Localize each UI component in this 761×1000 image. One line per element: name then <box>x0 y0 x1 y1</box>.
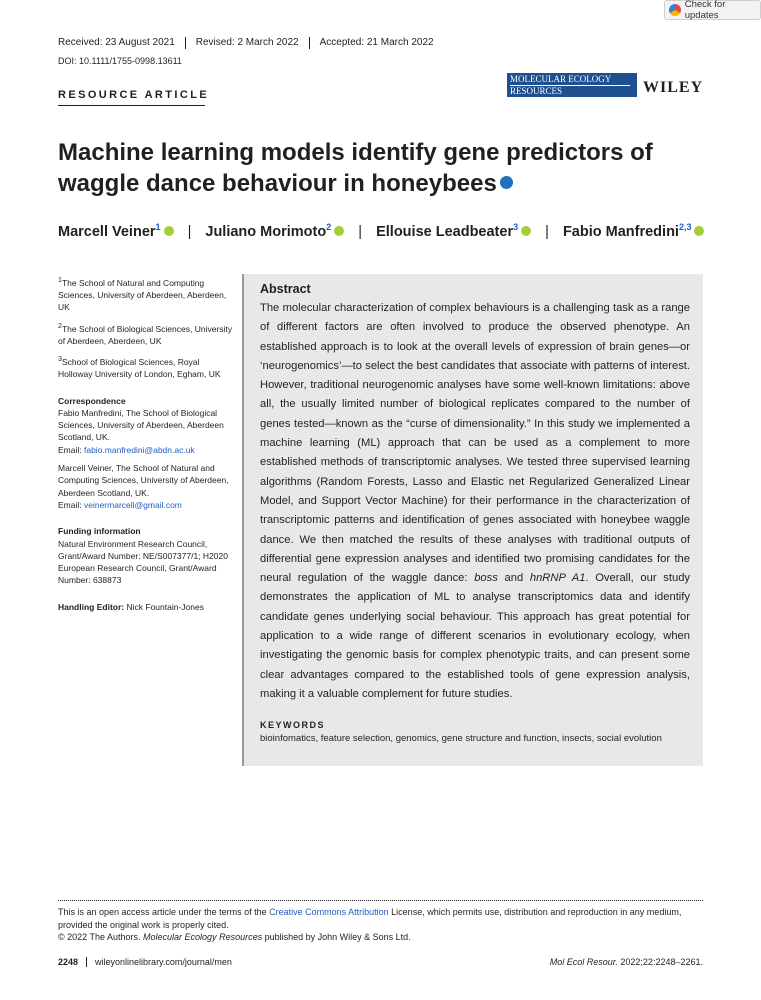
affiliation-text: The School of Natural and Computing Sciences, University of Aberdeen, Aberdeen, UK <box>58 277 227 313</box>
citation-details: 2022;22:2248–2261. <box>617 957 703 967</box>
doi[interactable]: DOI: 10.1111/1755-0998.13611 <box>58 56 182 66</box>
license-footnote <box>58 906 703 944</box>
affiliation-text: School of Biological Sciences, Royal Holloway University of London, Egham, UK <box>58 356 221 380</box>
received-date: Received: 23 August 2021 <box>58 37 175 48</box>
author-name[interactable]: Ellouise Leadbeater <box>376 223 514 240</box>
affiliation-number: 2 <box>58 321 62 330</box>
journal-logo-line1: MOLECULAR ECOLOGY <box>510 74 612 84</box>
author-separator: | <box>358 223 363 240</box>
funding-heading: Funding information <box>58 526 141 537</box>
publisher-logo: WILEY <box>643 79 704 96</box>
copyright-journal: Molecular Ecology Resources <box>143 932 263 942</box>
abstract-text <box>260 299 690 704</box>
crossmark-icon <box>669 4 681 16</box>
article-title-text: Machine learning models identify gene predictors of waggle dance behaviour in honeybees <box>58 139 653 197</box>
footnote-divider <box>58 900 703 901</box>
author-name[interactable]: Juliano Morimoto <box>205 223 327 240</box>
email-label: Email: <box>58 444 84 455</box>
correspondence-text: Fabio Manfredini, The School of Biological Sciences, University of Aberdeen, Aberdeen Scotland, UK. <box>58 407 224 443</box>
author-separator: | <box>545 223 549 240</box>
handling-editor <box>58 601 236 613</box>
article-title <box>58 137 698 199</box>
journal-logo <box>507 73 637 97</box>
copyright-text: published by John Wiley & Sons Ltd. <box>262 932 411 942</box>
license-text: License, which permits use, distribution and reproduction in any medium, provided the original work is properly cited. <box>58 907 682 930</box>
abstract-connector: and <box>497 572 530 585</box>
gene-name: boss <box>474 572 498 585</box>
check-for-updates-label: Check for updates <box>684 0 726 21</box>
article-dates <box>58 37 444 49</box>
article-type: RESOURCE ARTICLE <box>58 89 210 101</box>
funding-text <box>58 538 236 587</box>
keywords-text: bioinfomatics, feature selection, genomics, gene structure and function, insects, social evolution <box>260 733 662 745</box>
license-text: This is an open access article under the terms of the <box>58 907 270 917</box>
article-type-rule <box>58 105 205 106</box>
abstract-body: The molecular characterization of complex behaviours is a challenging task as a range of different factors are often involved to produce the observed phenotype. An established approach is to look at the overall levels of expression of brain genes—or ‘neurogenomics’—to select the best candidates that associate with patterns of interest. However, traditional neurogenomic analyses have some well-known limitations: above all, the usually limited number of biological replicates compared to the number of genes tested—known as the “curse of dimensionality.” In this study we implemented a machine learning (ML) approach that can be used as a complement to more established methods of transcriptomic analyses. We tested three supervised learning algorithms (Random Forests, Lasso and Elastic net Regularized Generalized Linear Model, and Support Vector Machine) for their performance in the characterization of transcriptomic patterns and identification of genes associated with honeybee waggle dance. We then matched the results of these analyses with traditional outputs of differential gene expression analyses and identified two promising candidates for the neural regulation of the waggle dance: <box>260 302 690 585</box>
citation-journal: Mol Ecol Resour. <box>549 957 618 967</box>
author-name[interactable]: Marcell Veiner <box>58 223 156 240</box>
correspondence-heading: Correspondence <box>58 395 126 406</box>
orcid-icon[interactable] <box>164 226 174 236</box>
author-name[interactable]: Fabio Manfredini <box>562 223 679 240</box>
author-separator: | <box>187 223 192 240</box>
orcid-icon[interactable] <box>334 226 344 236</box>
author-affiliation-ref: 2,3 <box>678 222 692 232</box>
affiliation-number: 1 <box>58 276 62 284</box>
revised-date: Revised: 2 March 2022 <box>185 37 309 49</box>
funding-line: H2020 European Research Council, Grant/Award Number: 638873 <box>58 550 228 586</box>
copyright-text: © 2022 The Authors. <box>58 932 144 942</box>
license-link[interactable]: Creative Commons Attribution <box>269 907 389 917</box>
page-number: 2248 <box>58 957 87 967</box>
accepted-date: Accepted: 21 March 2022 <box>309 37 444 49</box>
email-label: Email: <box>58 499 84 510</box>
front-matter-sidebar <box>58 274 236 619</box>
handling-editor-name: Nick Fountain-Jones <box>126 601 204 612</box>
page-footer <box>58 957 703 967</box>
abstract-body-end: . Overall, our study demonstrates the application of ML to analyse transcriptomics data and identify candidate genes underlying social behaviour. This approach has great potential for application to a wide range of different scenarios in evolutionary ecology, when investigating the genomic basis for complex phenotypic traits, and can present some clear advantages compared to the established tools of gene expression analysis, making it a valuable complement for future studies. <box>260 572 691 700</box>
journal-logo-line2: RESOURCES <box>510 85 630 97</box>
affiliation <box>58 320 236 347</box>
check-for-updates-button[interactable] <box>664 0 761 20</box>
citation <box>550 957 703 967</box>
correspondence-entry <box>58 462 236 511</box>
author-affiliation-ref: 2 <box>326 222 332 232</box>
orcid-icon[interactable] <box>521 226 531 236</box>
handling-editor-label: Handling Editor: <box>58 601 125 612</box>
author-affiliation-ref: 1 <box>155 222 161 232</box>
email-link[interactable]: fabio.manfredini@abdn.ac.uk <box>83 444 195 455</box>
orcid-icon[interactable] <box>694 226 704 236</box>
author-affiliation-ref: 3 <box>513 222 519 232</box>
correspondence-text: Marcell Veiner, The School of Natural and Computing Sciences, University of Aberdeen, Aberdeen Scotland, UK. <box>58 463 229 498</box>
affiliation-number: 3 <box>58 355 62 364</box>
email-link[interactable]: veinermarcell@gmail.com <box>83 499 182 510</box>
correspondence-entry <box>58 407 236 456</box>
keywords-heading: KEYWORDS <box>260 720 326 731</box>
open-access-icon <box>500 176 513 189</box>
journal-url[interactable]: wileyonlinelibrary.com/journal/men <box>95 957 232 967</box>
affiliation <box>58 353 236 380</box>
author-list <box>58 222 704 240</box>
abstract-heading: Abstract <box>260 282 311 296</box>
gene-name: hnRNP A1 <box>529 572 586 585</box>
affiliation <box>58 274 236 314</box>
abstract-box <box>242 274 703 766</box>
funding-line: Natural Environment Research Council, Grant/Award Number: NE/S007377/1; <box>58 538 208 561</box>
affiliation-text: The School of Biological Sciences, University of Aberdeen, Aberdeen, UK <box>58 323 233 346</box>
